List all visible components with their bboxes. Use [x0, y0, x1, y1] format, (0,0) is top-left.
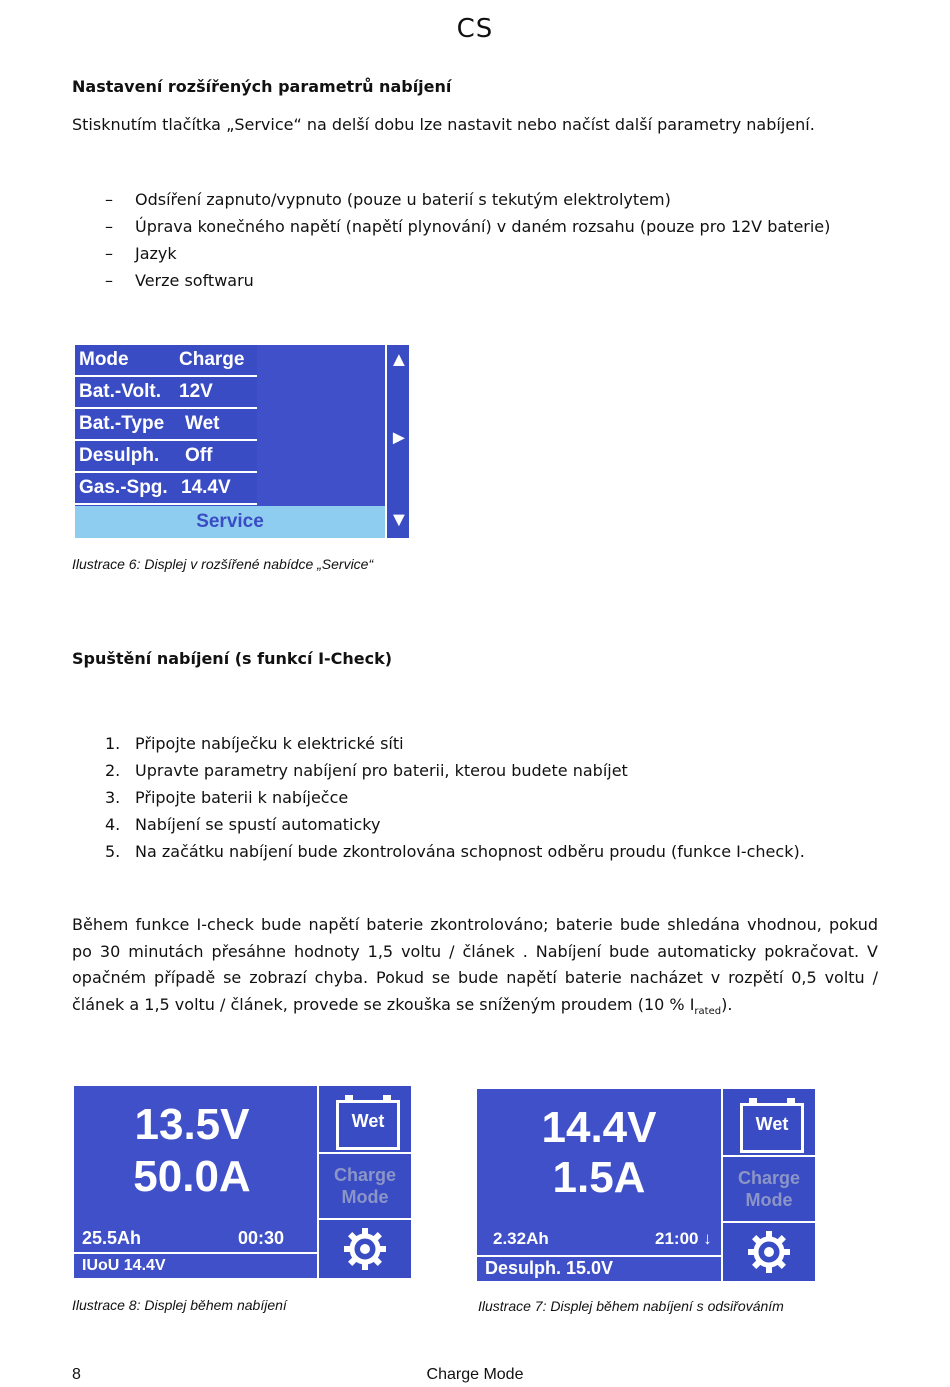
list-item: – Verze softwaru	[105, 271, 254, 290]
program-readout: IUoU 14.4V	[82, 1257, 166, 1274]
menu-row-mode: Mode Charge	[75, 345, 257, 377]
current-readout: 50.0A	[133, 1152, 251, 1201]
program-readout: Desulph. 15.0V	[485, 1258, 614, 1278]
section-title-advanced-params: Nastavení rozšířených parametrů nabíjení	[72, 77, 452, 96]
list-item: – Jazyk	[105, 244, 177, 263]
current-readout: 1.5A	[552, 1153, 646, 1202]
menu-row-bat-volt: Bat.-Volt. 12V	[75, 377, 257, 409]
figure-caption-7: Ilustrace 7: Displej během nabíjení s odsiřováním	[478, 1298, 784, 1314]
figure-caption-6: Ilustrace 6: Displej v rozšířené nabídce „Service“	[72, 556, 374, 572]
voltage-readout: 14.4V	[541, 1103, 657, 1152]
list-item: 2. Upravte parametry nabíjení pro baterii, kterou budete nabíjet	[105, 761, 628, 780]
battery-type-label: Wet	[351, 1111, 385, 1131]
icheck-paragraph: Během funkce I-check bude napětí baterie zkontrolováno; baterie bude shledána vhodnou, pokud po 30 minutách přesáhne hodnoty 1,5 voltu / článek . Nabíjení bude automaticky pokračovat. V opačném případě se zobrazí chyba. Pokud se bude napětí baterie nacházet v rozpětí 0,5 voltu / článek a 1,5 voltu / článek, provede se zkouška se sníženým proudem (10 % $I_{rated}$).	[72, 915, 878, 1017]
side-panel	[317, 1086, 411, 1278]
gear-icon	[746, 1229, 792, 1275]
charge-mode-label: Charge Mode	[333, 1165, 396, 1207]
list-item: 4. Nabíjení se spustí automaticky	[105, 815, 381, 834]
section-intro: Stisknutím tlačítka „Service“ na delší dobu lze nastavit nebo načíst další parametry nabíjení.	[72, 115, 815, 134]
battery-icon	[336, 1100, 400, 1150]
list-item: 1. Připojte nabíječku k elektrické síti	[105, 734, 404, 753]
voltage-readout: 13.5V	[134, 1100, 250, 1149]
menu-row-bat-type: Bat.-Type Wet	[75, 409, 257, 441]
feature-list	[105, 186, 830, 294]
list-item: 3. Připojte baterii k nabíječce	[105, 788, 349, 807]
service-bar: Service	[75, 506, 385, 538]
battery-type-label: Wet	[755, 1114, 789, 1134]
battery-icon	[740, 1103, 804, 1153]
arrow-up-icon: ▲	[389, 349, 409, 371]
list-item: – Odsíření zapnuto/vypnuto (pouze u baterií s tekutým elektrolytem)	[105, 190, 671, 209]
menu-row-gas-spg: Gas.-Spg. 14.4V	[75, 473, 257, 505]
arrow-down-icon: ▼	[389, 509, 409, 531]
gear-icon	[342, 1226, 388, 1272]
capacity-readout: 2.32Ah	[493, 1229, 549, 1248]
capacity-readout: 25.5Ah	[82, 1228, 142, 1248]
page-number: 8	[72, 1366, 81, 1383]
time-readout: 21:00 ↓	[655, 1229, 712, 1248]
figure-caption-8: Ilustrace 8: Displej během nabíjení	[72, 1297, 287, 1313]
side-panel	[721, 1089, 815, 1281]
scroll-column	[385, 345, 409, 538]
arrow-right-icon: ►	[389, 427, 409, 449]
service-menu-display	[75, 345, 409, 538]
list-item: – Úprava konečného napětí (napětí plynování) v daném rozsahu (pouze pro 12V baterie)	[105, 217, 831, 236]
list-item: 5. Na začátku nabíjení bude zkontrolována schopnost odběru proudu (funkce I-check).	[105, 842, 805, 861]
desulph-charging-display	[477, 1089, 813, 1281]
language-code: CS	[456, 14, 494, 44]
charging-display	[74, 1086, 409, 1278]
menu-row-desulph: Desulph. Off	[75, 441, 257, 473]
footer-title: Charge Mode	[426, 1366, 524, 1383]
section-title-start-charging: Spuštění nabíjení (s funkcí I-Check)	[72, 649, 393, 668]
steps-list	[105, 730, 805, 865]
time-readout: 00:30	[238, 1228, 285, 1248]
charge-mode-label: Charge Mode	[737, 1168, 800, 1210]
